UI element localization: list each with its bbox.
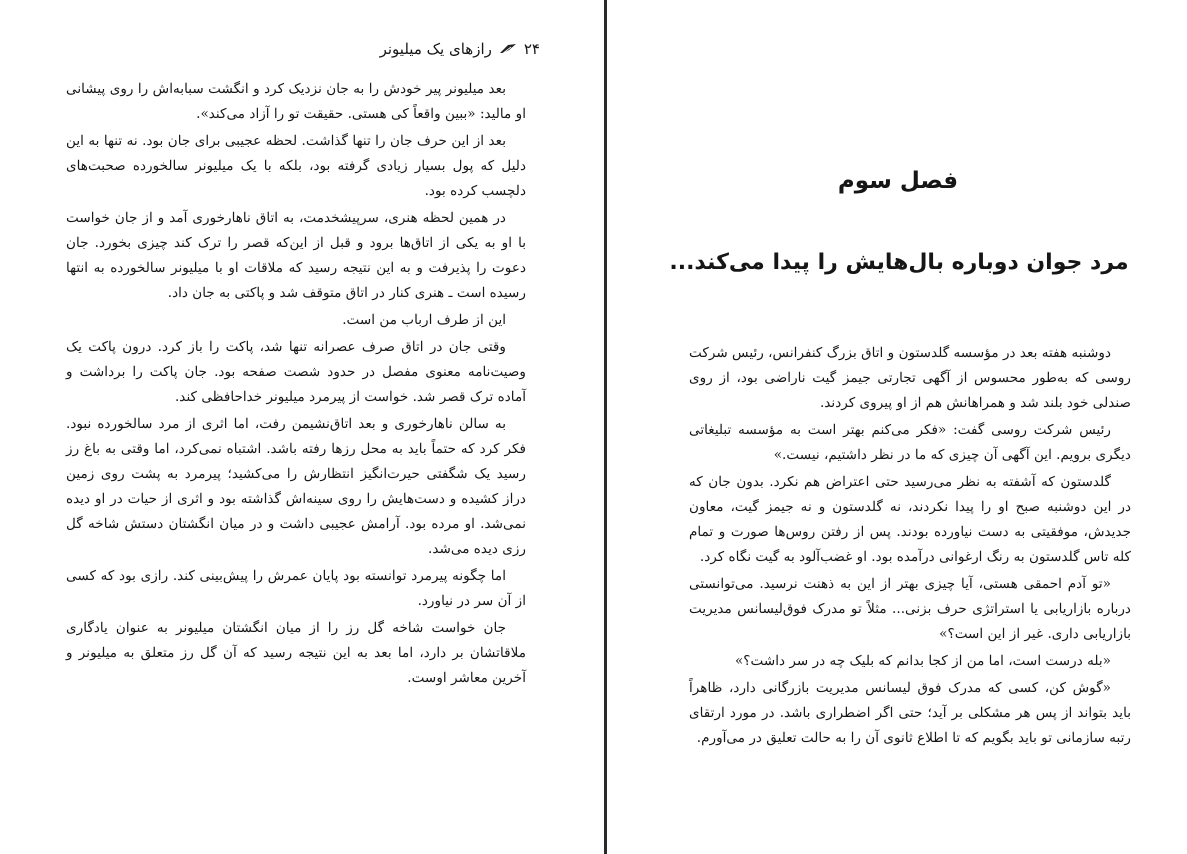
running-header <box>340 38 540 60</box>
chapter-title: مرد جوان دوباره بال‌هایش را پیدا می‌کند... <box>669 250 1129 275</box>
page-number: ۲۴ <box>523 40 540 58</box>
paragraph: در همین لحظه هنری، سرپیشخدمت، به اتاق ناهارخوری آمد و از جان خواست با او به یکی از اتاق‌ها برود و قبل از این‌که قصر را ترک کند چیزی بخورد. جان دعوت را پذیرفت و به این نتیجه رسید که ملاقات او با میلیونر سالخورده به انتها رسیده است ـ هنری کنار در اتاق متوقف شد و پاکتی به جان داد. <box>66 210 526 301</box>
right-page <box>609 0 1187 854</box>
quill-ornament-icon <box>499 43 517 55</box>
left-body-text <box>66 77 526 693</box>
paragraph: بعد میلیونر پیر خودش را به جان نزدیک کرد و انگشت سبابه‌اش را روی پیشانی او مالید: «ببین واقعاً کی هستی. حقیقت تو را آزاد می‌کند». <box>66 81 526 122</box>
paragraph: «گوش کن، کسی که مدرک فوق لیسانس مدیریت بازرگانی دارد، ظاهراً باید بتواند از پس هر مشکلی بر آید؛ حتی اگر اضطراری باشد. در مورد ارتقای رتبه سازمانی تو باید بگویم که تا اطلاع ثانوی آن را به حالت تعلیق در می‌آورم. <box>689 680 1131 746</box>
right-body-text <box>689 341 1131 753</box>
page-gutter-divider <box>604 0 607 854</box>
paragraph: رئیس شرکت روسی گفت: «فکر می‌کنم بهتر است به مؤسسه تبلیغاتی دیگری برویم. این آگهی آن چیزی که ما در نظر داشتیم، نیست.» <box>689 422 1131 463</box>
paragraph: گلدستون که آشفته به نظر می‌رسید حتی اعتراض هم نکرد. بدون جان که در این دوشنبه صبح او را پیدا نکردند، نه گلدستون و نه جیمز گیت، معاون جدیدش، موفقیتی به دست نیاورده بودند. پس از رفتن روس‌ها صورت و تمام کله تاس گلدستون به رنگ ارغوانی درآمده بود. او غضب‌آلود به گیت نگاه کرد. <box>689 474 1131 565</box>
running-title: رازهای یک میلیونر <box>379 40 492 58</box>
paragraph: «تو آدم احمقی هستی، آیا چیزی بهتر از این به ذهنت نرسید. می‌توانستی درباره بازاریابی یا استراتژی حرف بزنی... مثلاً تو مدرک فوق‌لیسانس مدیریت بازاریابی داری. غیر از این است؟» <box>689 576 1131 642</box>
paragraph: این از طرف ارباب من است. <box>342 312 506 328</box>
paragraph: «بله درست است، اما من از کجا بدانم که بلیک چه در سر داشت؟» <box>734 653 1111 669</box>
paragraph: وقتی جان در اتاق صرف عصرانه تنها شد، پاکت را باز کرد. درون پاکت یک وصیت‌نامه معنوی مفصل در حدود شصت صفحه بود. جان پاکت را برداشت و آماده ترک قصر شد. خواست از پیرمرد میلیونر خداحافظی کند. <box>66 339 526 405</box>
paragraph: دوشنبه هفته بعد در مؤسسه گلدستون و اتاق بزرگ کنفرانس، رئیس شرکت روسی که به‌طور محسوس از آگهی تجارتی جیمز گیت ناراضی بود، از روی صندلی خود بلند شد و همراهانش هم از او پیروی کردند. <box>689 345 1131 411</box>
paragraph: اما چگونه پیرمرد توانسته بود پایان عمرش را پیش‌بینی کند. رازی بود که کسی از آن سر در نیاورد. <box>66 568 526 609</box>
paragraph: جان خواست شاخه گل رز را از میان انگشتان میلیونر به عنوان یادگاری ملاقاتشان بر دارد، اما بعد به این نتیجه رسید که آن گل رز متعلق به میلیونر و آخرین معاشر اوست. <box>66 620 526 686</box>
paragraph: به سالن ناهارخوری و بعد اتاق‌نشیمن رفت، اما اثری از مرد سالخورده نبود. فکر کرد که حتماً باید به محل رزها رفته باشد. اشتباه نمی‌کرد، اما وقتی به باغ رز رسید یک شگفتی حیرت‌انگیز انتظارش را می‌کشید؛ پیرمرد به پشت روی زمین دراز کشیده و دست‌هایش را روی سینه‌اش گذاشته بود و اثری از حیات در او دیده نمی‌شد. او مرده بود. آرامش عجیبی داشت و در میان انگشتان دستش شاخه گل رزی دیده می‌شد. <box>66 416 526 557</box>
paragraph: بعد از این حرف جان را تنها گذاشت. لحظه عجیبی برای جان بود. نه تنها به این دلیل که پول بسیار زیادی گرفته بود، بلکه با یک میلیونر سالخورده صحبت‌های دلچسب کرده بود. <box>66 133 526 199</box>
chapter-label: فصل سوم <box>837 168 959 194</box>
